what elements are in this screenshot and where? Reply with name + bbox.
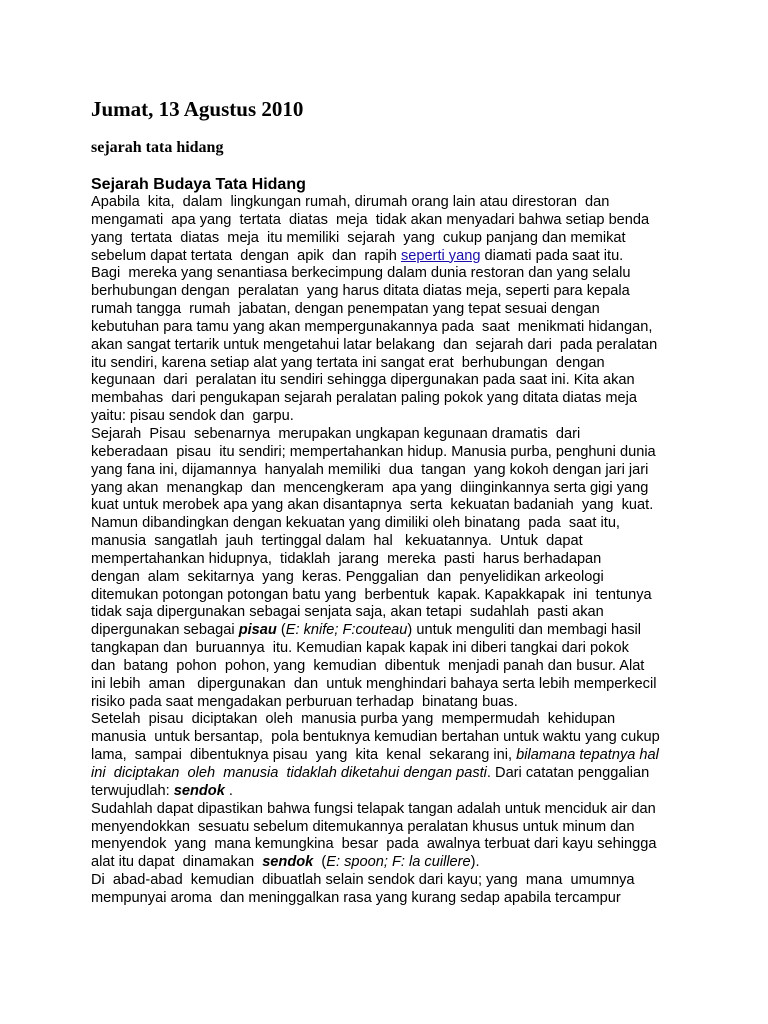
text-run: mempunyai aroma dan meninggalkan rasa yang kurang sedap apabila tercampur — [91, 889, 621, 906]
text-line — [91, 854, 691, 872]
italic-text: ini diciptakan oleh manusia tidaklah diketahui dengan pasti — [91, 765, 487, 781]
text-line — [91, 747, 691, 765]
text-line — [91, 230, 691, 248]
text-line — [91, 729, 691, 747]
post-title: sejarah tata hidang — [91, 139, 224, 156]
document — [91, 96, 691, 908]
bold-italic-term: pisau — [238, 622, 277, 639]
text-run: Apabila kita, dalam lingkungan rumah, dirumah orang lain atau direstoran dan — [91, 194, 610, 210]
italic-text: E: knife; F:couteau — [285, 622, 408, 639]
text-line — [91, 801, 691, 819]
text-run: keberadaan pisau itu sendiri; mempertahankan hidup. Manusia purba, penghuni dunia — [91, 443, 656, 460]
inline-link[interactable]: seperti yang — [400, 247, 481, 264]
text-line — [91, 337, 691, 355]
text-run: ). — [470, 854, 480, 871]
text-line — [91, 515, 691, 533]
text-run: tangkapan dan buruannya itu. Kemudian kapak kapak ini diberi tangkai dari pokok — [91, 640, 629, 657]
text-run: dengan alam sekitarnya yang keras. Penggalian dan penyelidikan arkeologi — [91, 568, 604, 585]
text-run: risiko pada saat mengadakan perburuan terhadap binatang buas. — [91, 693, 518, 710]
text-run: manusia sangatlah jauh tertinggal dalam hal kekuatannya. Untuk dapat — [91, 533, 583, 550]
date-heading: Jumat, 13 Agustus 2010 — [91, 97, 304, 121]
text-run: Sudahlah dapat dipastikan bahwa fungsi telapak tangan adalah untuk menciduk air dan — [91, 800, 656, 817]
text-line — [91, 194, 691, 212]
text-line — [91, 836, 691, 854]
text-run: tidak saja dipergunakan sebagai senjata saja, akan tetapi sudahlah pasti akan — [91, 604, 604, 621]
text-line — [91, 355, 691, 373]
text-run: membahas dari pengukapan sejarah peralatan paling pokok yang ditata diatas meja — [91, 390, 638, 407]
text-line — [91, 819, 691, 837]
text-run: mengamati apa yang tertata diatas meja tidak akan menyadari bahwa setiap benda — [91, 211, 650, 228]
text-run: sebelum dapat tertata dengan apik dan rapih — [91, 247, 401, 264]
text-line — [91, 462, 691, 480]
text-run: yang fana ini, dijamannya hanyalah memiliki dua tangan yang kokoh dengan jari jari — [91, 461, 649, 478]
text-line — [91, 658, 691, 676]
text-run: dipergunakan sebagai — [91, 622, 239, 639]
text-run: Namun dibandingkan dengan kekuatan yang dimiliki oleh binatang pada saat itu, — [91, 515, 620, 532]
text-run: yang tertata diatas meja itu memiliki sejarah yang cukup panjang dan memikat — [91, 229, 626, 246]
italic-text: bilamana tepatnya hal — [516, 747, 659, 764]
text-line — [91, 551, 691, 569]
text-line — [91, 444, 691, 462]
text-run: menyendokkan sesuatu sebelum ditemukannya peralatan khusus untuk minum dan — [91, 818, 635, 835]
text-run: terwujudlah: — [91, 782, 174, 799]
text-line — [91, 319, 691, 337]
text-line — [91, 872, 691, 890]
text-run: ) untuk menguliti dan membagi hasil — [407, 622, 642, 639]
text-run: Sejarah Pisau sebenarnya merupakan ungkapan kegunaan dramatis dari — [91, 425, 581, 442]
text-line — [91, 533, 691, 551]
text-line — [91, 265, 691, 283]
text-line — [91, 301, 691, 319]
text-line — [91, 890, 691, 908]
italic-text: E: spoon; F: la cuillere — [326, 854, 471, 871]
text-run: mempertahankan hidupnya, tidaklah jarang mereka pasti harus berhadapan — [91, 550, 602, 567]
text-run: ditemukan potongan potongan batu yang berbentuk kapak. Kapakkapak ini tentunya — [91, 586, 652, 603]
text-line — [91, 765, 691, 783]
text-run: dan batang pohon pohon, yang kemudian dibentuk menjadi panah dan busur. Alat — [91, 657, 645, 674]
text-line — [91, 408, 691, 426]
text-line — [91, 711, 691, 729]
text-run: rumah tangga rumah jabatan, dengan penempatan yang tepat sesuai dengan — [91, 301, 600, 318]
text-line — [91, 622, 691, 640]
text-run: kebutuhan para tamu yang akan mempergunakannya pada saat menikmati hidangan, — [91, 318, 653, 335]
text-run: lama, sampai dibentuknya pisau yang kita kenal sekarang ini, — [91, 747, 517, 764]
text-line — [91, 480, 691, 498]
text-run: kegunaan dari peralatan itu sendiri sehingga dipergunakan pada saat ini. Kita akan — [91, 372, 635, 389]
text-run: yaitu: pisau sendok dan garpu. — [91, 408, 294, 425]
text-run: Di abad-abad kemudian dibuatlah selain sendok dari kayu; yang mana umumnya — [91, 872, 635, 889]
text-line — [91, 640, 691, 658]
text-run: kuat untuk merobek apa yang akan disantapnya serta kekuatan badaniah yang kuat. — [91, 497, 654, 514]
text-line — [91, 569, 691, 587]
text-run: manusia untuk bersantap, pola bentuknya kemudian bertahan untuk waktu yang cukup — [91, 729, 660, 746]
text-line — [91, 497, 691, 515]
text-line — [91, 212, 691, 230]
bold-italic-term: sendok — [173, 782, 225, 799]
text-run: Setelah pisau diciptakan oleh manusia purba yang mempermudah kehidupan — [91, 711, 616, 728]
text-line — [91, 390, 691, 408]
text-run: Bagi mereka yang senantiasa berkecimpung dalam dunia restoran dan yang selalu — [91, 265, 631, 282]
text-run: akan sangat tertarik untuk mengetahui latar belakang dan sejarah dari pada peralatan — [91, 336, 658, 353]
text-line — [91, 426, 691, 444]
text-run: alat itu dapat dinamakan — [91, 854, 263, 871]
text-run: ( — [313, 854, 327, 871]
text-run: . Dari catatan penggalian — [486, 765, 650, 781]
text-line — [91, 283, 691, 301]
text-run: . — [224, 782, 233, 799]
text-line — [91, 248, 691, 266]
text-line — [91, 587, 691, 605]
text-line — [91, 676, 691, 694]
text-line — [91, 604, 691, 622]
text-run: ( — [276, 622, 286, 639]
text-run: berhubungan dengan peralatan yang harus ditata diatas meja, seperti para kepala — [91, 283, 630, 300]
text-run: menyendok yang mana kemungkina besar pada awalnya terbuat dari kayu sehingga — [91, 836, 657, 853]
text-line — [91, 372, 691, 390]
text-run: yang akan menangkap dan mencengkeram apa yang diinginkannya serta gigi yang — [91, 479, 649, 496]
bold-italic-term: sendok — [262, 854, 314, 871]
article-body — [91, 194, 691, 908]
text-run: itu sendiri, karena setiap alat yang tertata ini sangat erat berhubungan dengan — [91, 354, 605, 371]
text-line — [91, 694, 691, 712]
text-run: diamati pada saat itu. — [480, 247, 624, 264]
text-line — [91, 783, 691, 801]
text-run: ini lebih aman dipergunakan dan untuk menghindari bahaya serta lebih memperkecil — [91, 675, 657, 692]
section-title: Sejarah Budaya Tata Hidang — [91, 176, 306, 193]
